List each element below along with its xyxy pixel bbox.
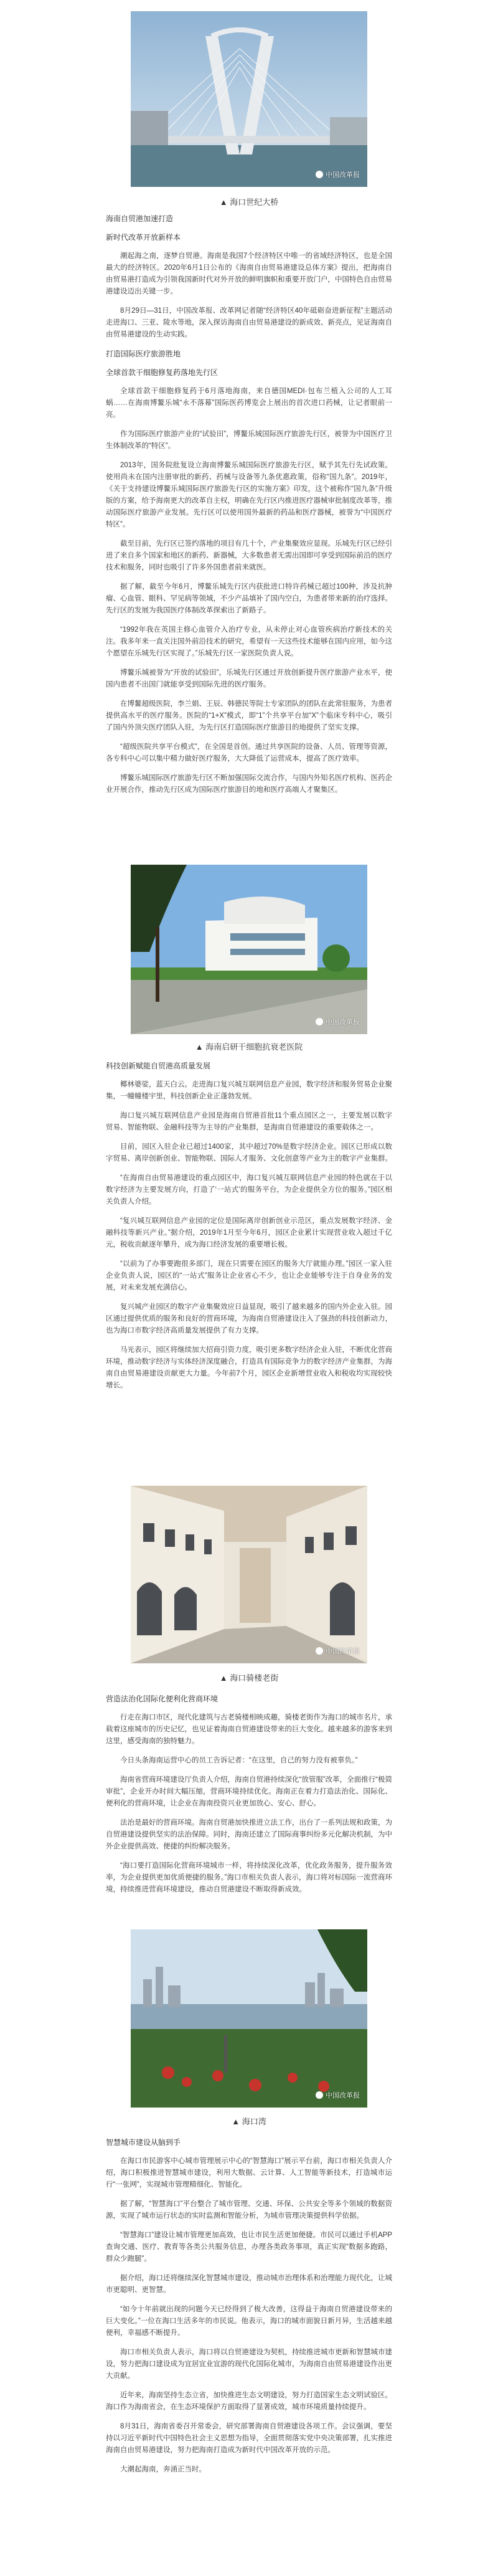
bridge-illustration — [131, 11, 367, 187]
section-heading: 打造国际医疗旅游胜地 — [106, 349, 181, 358]
paragraph: 在海口市民游客中心城市管理展示中心的“智慧海口”展示平台前，海口市相关负责人介绍，海口积极推进智慧城市建设，利用大数据、云计算、人工智能等新技术，打造城市运行“一张网”，实现城市管理精细化、智能化。 — [106, 2157, 392, 2189]
paragraph: 作为国际医疗旅游产业的“试验田”，博鳌乐城国际医疗旅游先行区，被誉为中国医疗卫生体制改革的“特区”。 — [106, 430, 392, 450]
bridge-photo — [131, 11, 367, 187]
watermark: 中国改革报 — [316, 1017, 360, 1027]
paragraph: “1992年我在英国主修心血管介入治疗专业，从未停止对心血管疾病治疗新技术的关注。我多年来一直关注国外前沿技术的研究，希望有一天这些技术能够在国内应用，如今这个愿望在乐城先行区实现了。”乐城先行区一家医院负责人说。 — [106, 626, 392, 657]
paragraph: 全球首款干细胞修复药于6月落地海南，来自德国MEDI·包布兰植入公司的人工耳蜗……在海南博鳌乐城“永不落幕”国际医药博览会上展出的首次进口药械，让记者眼前一亮。 — [106, 387, 392, 419]
paragraph: 博鳌乐城国际医疗旅游先行区不断加强国际交流合作，与国内外知名医疗机构、医药企业开展合作，推动先行区成为国际医疗旅游目的地和医疗高端人才聚集区。 — [106, 774, 392, 794]
photo-caption: ▲ 海口骑楼老街 — [219, 1673, 279, 1683]
paragraph: 大潮起海南，奔涌正当时。 — [120, 2466, 206, 2473]
paragraph: 海口市相关负责人表示，海口将以自贸港建设为契机，持续推进城市更新和智慧城市建设，努力把海口建设成为宜居宜业宜游的现代化国际化城市，为海南自由贸易港建设作出更大贡献。 — [106, 2349, 392, 2380]
arcade-street-photo — [131, 1486, 367, 1663]
paragraph: 据了解，“智慧海口”平台整合了城市管理、交通、环保、公共安全等多个领域的数据资源，实现了城市运行状态的实时监测和智能分析，为城市管理决策提供科学依据。 — [106, 2200, 392, 2220]
section-tech — [106, 1060, 392, 1399]
watermark-logo-icon — [316, 1647, 323, 1655]
paragraph: 马光表示，园区将继续加大招商引资力度，吸引更多数字经济企业入驻，不断优化营商环境，推动数字经济与实体经济深度融合，打造具有国际竞争力的数字经济产业集群，为海南自由贸易港建设贡献更大力量。今年前7个月，园区企业新增营业收入和税收均实现较快增长。 — [106, 1346, 392, 1389]
paragraph: 在博鳌超级医院，李兰娟、王辰、韩德民等院士专家团队的团队在此常驻服务，为患者提供高水平的医疗服务。医院的“1+X”模式，即“1”个共享平台加“X”个临床专科中心，吸引了国内外顶尖医疗团队入驻，为先行区打造国际医疗旅游目的地提供了坚实支撑。 — [106, 700, 392, 731]
paragraph: 复兴城产业园区的数字产业集聚效应日益显现，吸引了越来越多的国内外企业入驻。园区通过提供优质的服务和良好的营商环境，为海南自贸港建设注入了强劲的科技创新动力，也为海口市数字经济高质量发展提供了有力支撑。 — [106, 1303, 392, 1334]
paragraph: “在海南自由贸易港建设的重点园区中，海口复兴城互联网信息产业园的特色就在于以数字经济为主要发展方向，打造了‘一站式’的服务平台，为企业提供全方位的服务。”园区相关负责人介绍。 — [106, 1174, 392, 1205]
section-heading: 智慧城市建设从脑到手 — [106, 2138, 181, 2147]
paragraph: 2013年，国务院批复设立海南博鳌乐城国际医疗旅游先行区，赋予其先行先试政策。使用尚未在国内注册审批的新药、药械与设备等九条优惠政策，俗称“国九条”。2019年，《关于支持建设博鳌乐城国际医疗旅游先行区的实施方案》印发，这个被称作“国九条”升级版的方案，给予海南更大的改革自主权，明确在先行区内推进医疗器械审批制度改革等，推动国际医疗旅游产业发展。先行区可以使用国外最新的药品和医疗器械，被誉为“中国医疗特区”。 — [106, 462, 392, 528]
paragraph: 博鳌乐城被誉为“开放的试验田”，乐城先行区通过开放创新提升医疗旅游产业水平，使国内患者不出国门就能享受到国际先进的医疗服务。 — [106, 669, 392, 688]
watermark: 中国改革报 — [316, 1646, 360, 1656]
section-heading: 科技创新赋能自贸港高质量发展 — [106, 1062, 211, 1070]
paragraph: 潮起海之南，逐梦自贸港。海南是我国7个经济特区中唯一的省域经济特区，也是全国最大的经济特区。2020年6月1日公布的《海南自由贸易港建设总体方案》提出，把海南自由贸易港打造成为引领我国新时代对外开放的鲜明旗帜和重要开放门户，中国特色自由贸易港建设迈出关键一步。 — [106, 252, 392, 295]
section-medical — [106, 213, 392, 804]
arcade-street-illustration — [131, 1486, 367, 1663]
paragraph: 截至目前，先行区已签约落地的项目有几十个，产业集聚效应显现。乐城先行区已经引进了来自多个国家和地区的新药、新器械，大多数患者无需出国即可享受到国际前沿的医疗技术和服务，同时也吸引了许多外国患者前来就医。 — [106, 540, 392, 571]
paragraph: 行走在海口市区，现代化建筑与古老骑楼相映成趣，骑楼老街作为海口的城市名片，承载着这座城市的历史记忆，也见证着海南自贸港建设带来的巨大变化。越来越多的游客来到这里，感受海南的独特魅力。 — [106, 1714, 392, 1745]
photo-caption: ▲ 海南启研干细胞抗衰老医院 — [195, 1042, 303, 1052]
hospital-illustration — [131, 865, 367, 1034]
paragraph: “以前为了办事要跑很多部门，现在只需要在园区的服务大厅就能办理。”园区一家入驻企业负责人说，园区的“一站式”服务让企业省心不少，也让企业能够专注于自身业务的发展，对未来发展充满信心。 — [106, 1260, 392, 1291]
watermark-logo-icon — [316, 2091, 323, 2099]
paragraph: 椰林婆娑，蓝天白云。走进海口复兴城互联网信息产业园，数字经济和服务贸易企业聚集，一幢幢楼宇里，科技创新企业正蓬勃发展。 — [106, 1081, 392, 1100]
paragraph: “复兴城互联网信息产业园的定位是国际离岸创新创业示范区，重点发展数字经济、金融科技等新兴产业。”据介绍，2019年1月至今年6月，园区企业累计实现营业收入超过千亿元，税收贡献逐年攀升，成为海口经济发展的重要增长极。 — [106, 1217, 392, 1248]
watermark: 中国改革报 — [316, 169, 360, 179]
bay-photo — [131, 1929, 367, 2108]
paragraph: 海口复兴城互联网信息产业园是海南自贸港首批11个重点园区之一，主要发展以数字贸易、智能物联、金融科技等为主导的产业集群，是海南自贸港建设的重要载体之一。 — [106, 1112, 392, 1131]
watermark-logo-icon — [316, 171, 323, 178]
paragraph: 8月31日，海南省委召开常委会，研究部署海南自贸港建设各项工作。会议强调，要坚持以习近平新时代中国特色社会主义思想为指导，全面贯彻落实党中央决策部署，扎实推进海南自由贸易港建设，努力把海南打造成为新时代中国改革开放的示范。 — [106, 2423, 392, 2454]
bay-illustration — [131, 1929, 367, 2108]
photo-caption: ▲ 海口湾 — [232, 2117, 266, 2126]
paragraph: “海口要打造国际化营商环境城市一样，将持续深化改革，优化政务服务，提升服务效率，为企业提供更加优质便捷的服务。”海口市相关负责人表示，海口将对标国际一流营商环境，持续推进营商环境建设，推动自贸港建设不断取得新成效。 — [106, 1862, 392, 1893]
section-business-env — [106, 1693, 392, 1903]
paragraph: 法治是最好的营商环境。海南自贸港加快推进立法工作，出台了一系列法规和政策，为自贸港建设提供坚实的法治保障。同时，海南还建立了国际商事纠纷多元化解决机制，为中外企业提供高效、便捷的纠纷解决服务。 — [106, 1819, 392, 1850]
section-subheading: 新时代改革开放新样本 — [106, 233, 181, 242]
paragraph: 8月29日—31日，中国改革报、改革网记者随“经济特区40年砥砺奋进新征程”主题活动走进海口、三亚、陵水等地，深入探访海南自由贸易港建设的新成效、新亮点，见证海南自由贸易港建设的生动实践。 — [106, 307, 392, 338]
paragraph: “智慧海口”建设让城市管理更加高效，也让市民生活更加便捷。市民可以通过手机APP查询交通、医疗、教育等各类公共服务信息，办理各类政务事项，真正实现“数据多跑路，群众少跑腿”。 — [106, 2231, 392, 2263]
photo-caption: ▲ 海口世纪大桥 — [219, 197, 279, 207]
watermark: 中国改革报 — [316, 2090, 360, 2100]
section-heading: 营造法治化国际化便利化营商环境 — [106, 1694, 218, 1703]
paragraph: 目前，园区入驻企业已超过1400家，其中超过70%是数字经济企业。园区已形成以数字贸易、离岸创新创业、智能物联、国际人才服务、文化创意等产业为主的数字产业集群。 — [106, 1143, 392, 1162]
watermark-logo-icon — [316, 1018, 323, 1025]
paragraph: 海南省营商环境建设厅负责人介绍，海南自贸港持续深化“放管服”改革，全面推行“极简审批”，企业开办时间大幅压缩，营商环境持续优化。海南正在着力打造法治化、国际化、便利化的营商环境，让企业在海南投资兴业更加放心、安心、舒心。 — [106, 1776, 392, 1807]
section-subheading: 全球首款干细胞修复药落地先行区 — [106, 368, 218, 377]
hospital-photo — [131, 865, 367, 1034]
paragraph: 据介绍，海口还将继续深化智慧城市建设，推动城市治理体系和治理能力现代化，让城市更聪明、更智慧。 — [106, 2274, 392, 2294]
paragraph: “超级医院共享平台模式”，在全国是首创。通过共享医院的设备、人员、管理等资源，各专科中心可以集中精力做好医疗服务，大大降低了运营成本，提高了医疗效率。 — [106, 743, 392, 763]
section-heading: 海南自贸港加速打造 — [106, 214, 174, 223]
paragraph: “如今十年前就出现的问题今天已经得到了极大改善，这得益于海南自贸港建设带来的巨大变化。”一位在海口生活多年的市民说。他表示，海口的城市面貌日新月异，生活越来越便利，幸福感不断提升。 — [106, 2306, 392, 2337]
paragraph: 据了解，截至今年6月，博鳌乐城先行区内获批进口特许药械已超过100种，涉及抗肿瘤、心血管、眼科、罕见病等领域，不少产品填补了国内空白，为患者带来新的治疗选择。先行区的发展为我国医疗体制改革探索出了新路子。 — [106, 583, 392, 614]
section-smart-city — [106, 2137, 392, 2483]
paragraph: 今日头条海南运营中心的员工告诉记者：“在这里，自己的努力没有被辜负。” — [120, 1757, 358, 1764]
paragraph: 近年来，海南坚持生态立省，加快推进生态文明建设，努力打造国家生态文明试验区。海口作为海南省会，在生态环境保护方面取得了显著成效，城市环境质量持续提升。 — [106, 2392, 392, 2411]
